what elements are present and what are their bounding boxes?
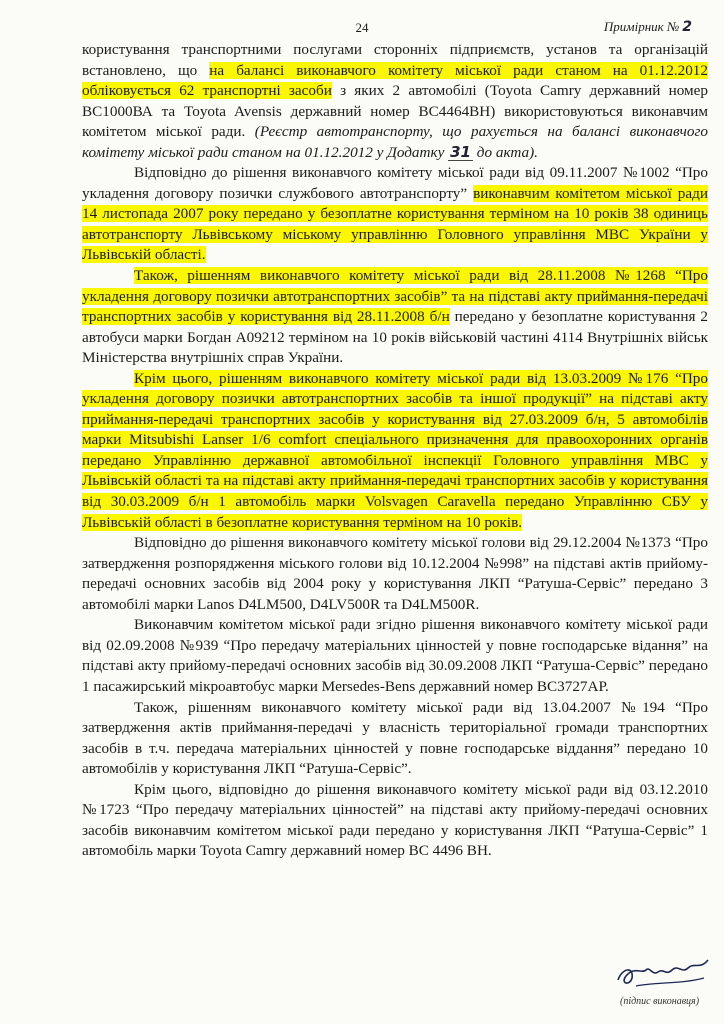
- document-body: [82, 40, 708, 862]
- signature-caption: (підпис виконавця): [620, 996, 700, 1007]
- text-segment: передано у безоплатне користування 2 автобуси марки Богдан А09212 терміном на 10 років військовій частині 4114 Внутрішніх військ Міністерства внутрішніх справ України.: [82, 308, 708, 367]
- text-segment: Також, рішенням виконавчого комітету міської ради від 13.04.2007 №194 “Про затвердження актів приймання-передачі у власність територіальної громади транспортних засобів в т.ч. передача матеріальних цінностей у повне господарське віддання” передано 10 автомобілів у користування ЛКП “Ратуша-Сервіс”.: [82, 698, 708, 778]
- copy-number-label: [604, 19, 692, 35]
- copy-label-text: Примірник №: [603, 19, 680, 34]
- italic-text: до акта).: [473, 143, 538, 161]
- text-segment: з яких 2 автомобілі (Toyota Camry державний номер ВС1000ВА та Toyota Avensis державний номер ВС4464ВН) використовуються виконавчим комітетом міської ради.: [82, 82, 708, 141]
- highlighted-text: на балансі виконавчого комітету міської ради станом на 01.12.2012 обліковується 62 транспортні засоби: [82, 61, 708, 100]
- paragraph: [82, 780, 708, 862]
- paragraph: [82, 266, 708, 369]
- paragraph: [82, 163, 708, 266]
- highlighted-text: Також, рішенням виконавчого комітету міської ради від 28.11.2008 №1268 “Про укладення договору позички автотранспортних засобів” та на підставі акту приймання-передачі транспортних засобів у користування від 28.11.2008 б/н: [82, 267, 708, 326]
- page-number: 24: [355, 20, 369, 35]
- highlighted-text: виконавчим комітетом міської ради 14 листопада 2007 року передано у безоплатне користування терміном на 10 років 38 одиниць автотранспорту Львівському міському управлінню Головного управління МВС України у Львівській області.: [82, 184, 708, 264]
- text-segment: Відповідно до рішення виконавчого комітету міської голови від 29.12.2004 №1373 “Про затвердження розпорядження міського голови від 10.12.2004 №998” на підставі актів прийому-передачі основних засобів від 2004 року у користування ЛКП “Ратуша-Сервіс” передано 3 автомобілі марки Lanos D4LM500, D4LV500R та D4LM500R.: [82, 534, 708, 613]
- paragraph: [82, 369, 708, 533]
- copy-number-handwritten: 2: [682, 19, 692, 35]
- text-segment: Крім цього, відповідно до рішення виконавчого комітету міської ради від 03.12.2010 №1723 “Про передачу матеріальних цінностей” на підставі акту прийому-передачі основних засобів виконавчим комітетом міської ради передано у користування ЛКП “Ратуша-Сервіс” 1 автомобіль марки Toyota Camry державний номер ВС 4496 ВН.: [82, 780, 708, 860]
- text-segment: Відповідно до рішення виконавчого комітету міської ради від 09.11.2007 №1002 “Про укладення договору позички службового автотранспорту”: [82, 164, 708, 202]
- signature-icon: [612, 950, 712, 998]
- handwritten-appendix-number: 31: [450, 142, 471, 161]
- paragraph: [82, 698, 708, 780]
- signature-block: [612, 950, 712, 1010]
- paragraph: [82, 615, 708, 697]
- italic-text: (Реєстр автотранспорту, що рахується на балансі виконавчого комітету міської ради станом на 01.12.2012 у Додатку: [82, 123, 708, 161]
- paragraph: [82, 533, 708, 615]
- text-segment: Виконавчим комітетом міської ради згідно рішення виконавчого комітету міської ради від 02.09.2008 №939 “Про передачу матеріальних цінностей у повне господарське відання” на підставі акту прийому-передачі основних засобів від 30.09.2008 ЛКП “Ратуша-Сервіс” передано 1 пасажирський мікроавтобус марки Mersedes-Bens державний номер ВС3727АР.: [82, 616, 708, 695]
- highlighted-text: Крім цього, рішенням виконавчого комітету міської ради від 13.03.2009 №176 “Про укладення договору позички автотранспортних засобів та іншої продукції” на підставі акту приймання-передачі транспортних засобів у користування від 27.03.2009 б/н, 5 автомобілів марки Mitsubishi Lanser 1/6 comfort спеціального призначення для правоохоронних органів передано Управлінню державної автомобільної інспекції Головного управління МВС у Львівській області та на підставі акту приймання-передачі транспортних засобів у користування від 30.03.2009 б/н 1 автомобіль марки Volsvagen Caravella передано Управлінню СБУ у Львівській області в безоплатне користування терміном на 10 років.: [82, 369, 708, 531]
- paragraph: [82, 40, 708, 163]
- text-segment: користування транспортними послугами сторонніх підприємств, установ та організацій встановлено, що: [82, 41, 708, 79]
